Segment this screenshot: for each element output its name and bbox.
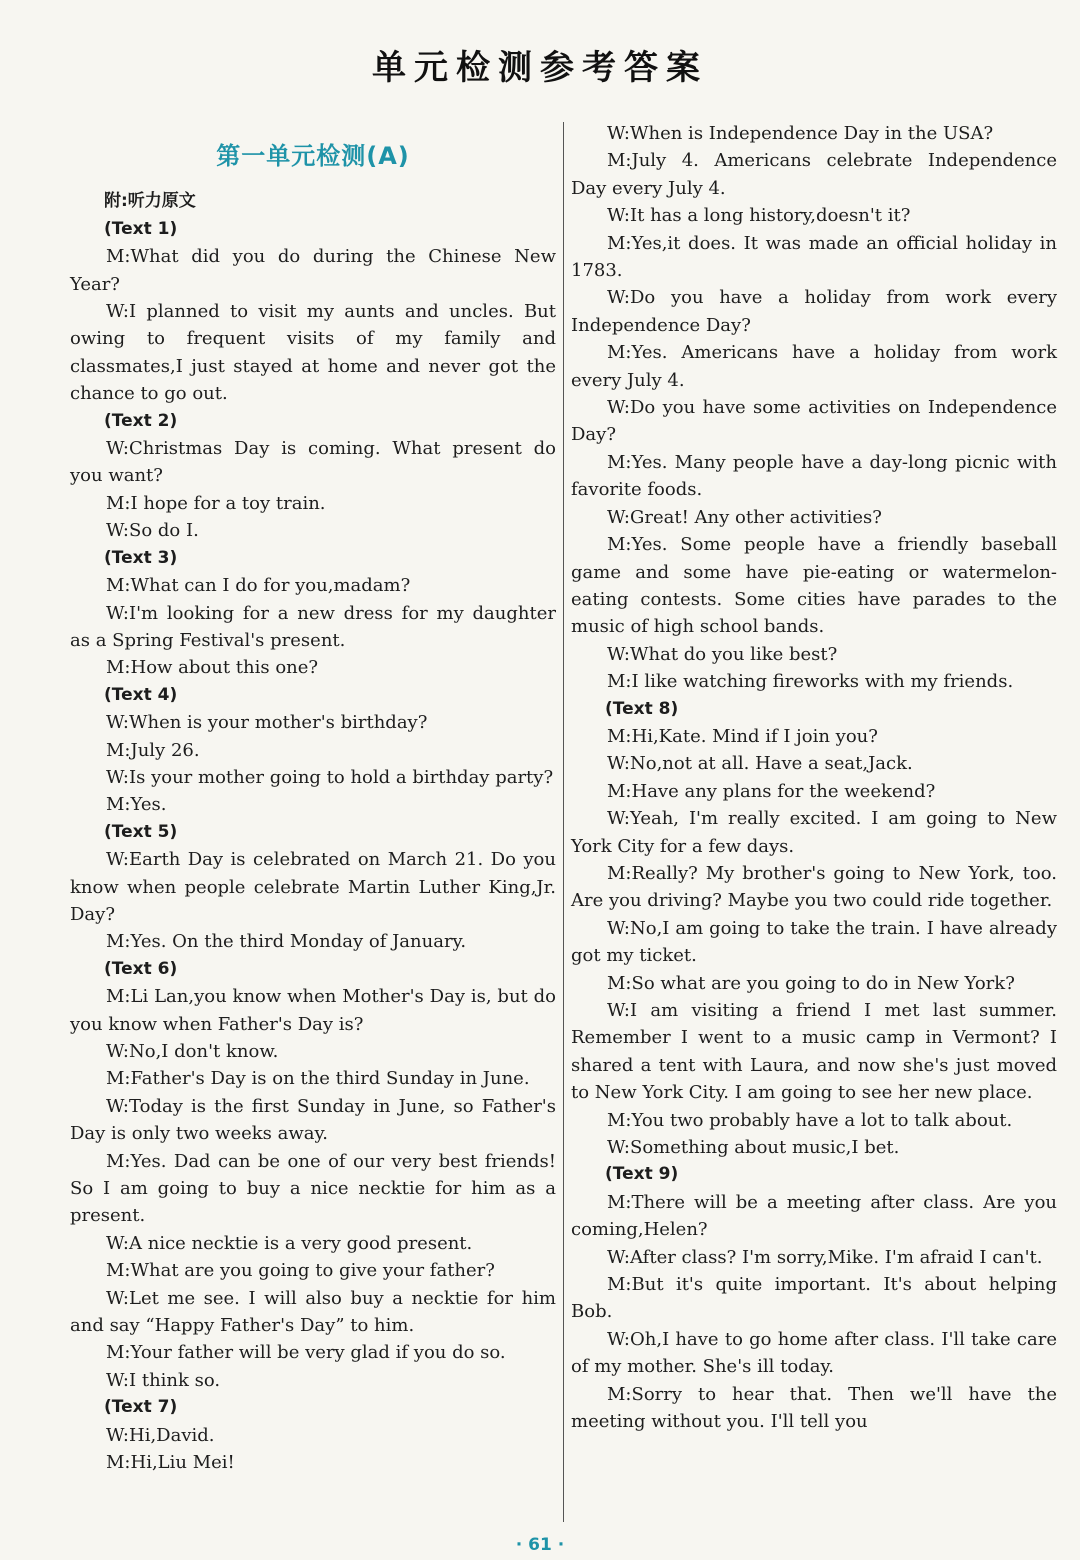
text-heading: (Text 9) <box>605 1164 679 1185</box>
dialogue-line: M:What did you do during the Chinese New Year? <box>70 246 556 295</box>
text-heading: (Text 1) <box>104 218 178 239</box>
page-number: · 61 · <box>515 1535 565 1555</box>
dialogue-line: W:After class? I'm sorry,Mike. I'm afraid I can't. <box>607 1246 1043 1268</box>
dialogue-line: M:Yes. Many people have a day-long picnic with favorite foods. <box>571 451 1057 501</box>
dialogue-line: W:A nice necktie is a very good present. <box>106 1232 473 1254</box>
dialogue-line: M:So what are you going to do in New York? <box>607 972 1015 994</box>
dialogue-line: M:What are you going to give your father? <box>106 1260 495 1282</box>
section-title: 第一单元检测(A) <box>216 142 410 170</box>
dialogue-line: W:When is your mother's birthday? <box>106 712 428 734</box>
text-heading: (Text 2) <box>104 410 178 431</box>
left-column-body <box>70 216 556 1477</box>
dialogue-line: W:No,I am going to take the train. I have already got my ticket. <box>571 917 1057 967</box>
dialogue-line: M:Yes,it does. It was made an official holiday in 1783. <box>571 232 1057 282</box>
page-title: 单元检测参考答案 <box>372 48 708 88</box>
dialogue-line: M:I like watching fireworks with my friends. <box>607 671 1014 693</box>
dialogue-line: W:I am visiting a friend I met last summer. Remember I went to a music camp in Vermont? I shared a tent with Laura, and now she's just moved to New York City. I am going to see her new place. <box>571 1000 1057 1104</box>
dialogue-line: W:It has a long history,doesn't it? <box>607 205 911 227</box>
dialogue-line: M:There will be a meeting after class. Are you coming,Helen? <box>571 1191 1057 1241</box>
dialogue-line: M:Yes. Some people have a friendly baseball game and some have pie-eating or watermelon-eating contests. Some cities have parades to the music of high school bands. <box>571 534 1057 638</box>
dialogue-line: M:Sorry to hear that. Then we'll have the meeting without you. I'll tell you <box>571 1383 1057 1433</box>
dialogue-line: W:Christmas Day is coming. What present do you want? <box>70 438 556 487</box>
dialogue-line: W:When is Independence Day in the USA? <box>607 123 994 144</box>
dialogue-line: M:Yes. Dad can be one of our very best friends! So I am going to buy a nice necktie for him as a present. <box>70 1150 556 1227</box>
dialogue-line: M:Really? My brother's going to New York, too. Are you driving? Maybe you two could ride together. <box>571 862 1057 912</box>
dialogue-line: M:July 4. Americans celebrate Independence Day every July 4. <box>571 150 1057 199</box>
dialogue-line: W:Earth Day is celebrated on March 21. Do you know when people celebrate Martin Luther King,Jr. Day? <box>70 849 556 925</box>
dialogue-line: W:So do I. <box>106 520 199 542</box>
dialogue-line: M:Yes. <box>106 794 167 816</box>
dialogue-line: W:I'm looking for a new dress for my daughter as a Spring Festival's present. <box>70 602 556 651</box>
dialogue-line: W:What do you like best? <box>607 643 838 665</box>
dialogue-line: M:Have any plans for the weekend? <box>607 780 936 802</box>
dialogue-line: W:Is your mother going to hold a birthday party? <box>106 766 554 788</box>
dialogue-line: W:Great! Any other activities? <box>607 506 882 528</box>
dialogue-line: W:I planned to visit my aunts and uncles. But owing to frequent visits of my family and classmates,I just stayed at home and never got the chance to go out. <box>70 301 556 405</box>
dialogue-line: W:Hi,David. <box>106 1424 215 1446</box>
dialogue-line: M:Hi,Liu Mei! <box>106 1452 235 1474</box>
dialogue-line: W:No,not at all. Have a seat,Jack. <box>607 753 913 775</box>
dialogue-line: M:How about this one? <box>106 657 319 679</box>
column-divider <box>563 122 564 1522</box>
dialogue-line: M:Yes. On the third Monday of January. <box>106 931 467 953</box>
dialogue-line: M:Hi,Kate. Mind if I join you? <box>607 725 878 747</box>
dialogue-line: W:No,I don't know. <box>106 1041 279 1062</box>
text-heading: (Text 4) <box>104 684 178 705</box>
right-column-body <box>571 120 1057 1436</box>
dialogue-line: M:Your father will be very glad if you do so. <box>106 1342 506 1364</box>
dialogue-line: M:July 26. <box>106 739 200 761</box>
dialogue-line: M:Li Lan,you know when Mother's Day is, but do you know when Father's Day is? <box>70 986 556 1035</box>
dialogue-line: W:Something about music,I bet. <box>607 1137 900 1159</box>
dialogue-line: M:Yes. Americans have a holiday from work every July 4. <box>571 342 1057 391</box>
text-heading: (Text 3) <box>104 547 178 568</box>
dialogue-line: M:I hope for a toy train. <box>106 492 326 514</box>
dialogue-line: M:Father's Day is on the third Sunday in June. <box>106 1068 530 1090</box>
dialogue-line: W:Oh,I have to go home after class. I'll take care of my mother. She's ill today. <box>571 1328 1057 1378</box>
dialogue-line: W:I think so. <box>106 1369 221 1391</box>
dialogue-line: W:Let me see. I will also buy a necktie for him and say “Happy Father's Day” to him. <box>70 1287 556 1337</box>
right-column <box>571 120 1057 1436</box>
dialogue-line: W:Do you have some activities on Independence Day? <box>571 397 1057 446</box>
dialogue-line: M:But it's quite important. It's about helping Bob. <box>571 1274 1057 1323</box>
dialogue-line: M:What can I do for you,madam? <box>106 575 411 597</box>
text-heading: (Text 7) <box>104 1397 178 1418</box>
text-heading: (Text 6) <box>104 958 178 979</box>
text-heading: (Text 5) <box>104 821 178 842</box>
listening-note: 附:听力原文 <box>104 191 196 212</box>
left-column <box>70 143 556 1477</box>
dialogue-line: W:Yeah, I'm really excited. I am going to New York City for a few days. <box>571 808 1057 857</box>
dialogue-line: M:You two probably have a lot to talk about. <box>607 1109 1013 1131</box>
text-heading: (Text 8) <box>605 698 679 719</box>
dialogue-line: W:Do you have a holiday from work every Independence Day? <box>571 287 1057 336</box>
dialogue-line: W:Today is the first Sunday in June, so Father's Day is only two weeks away. <box>70 1095 556 1145</box>
